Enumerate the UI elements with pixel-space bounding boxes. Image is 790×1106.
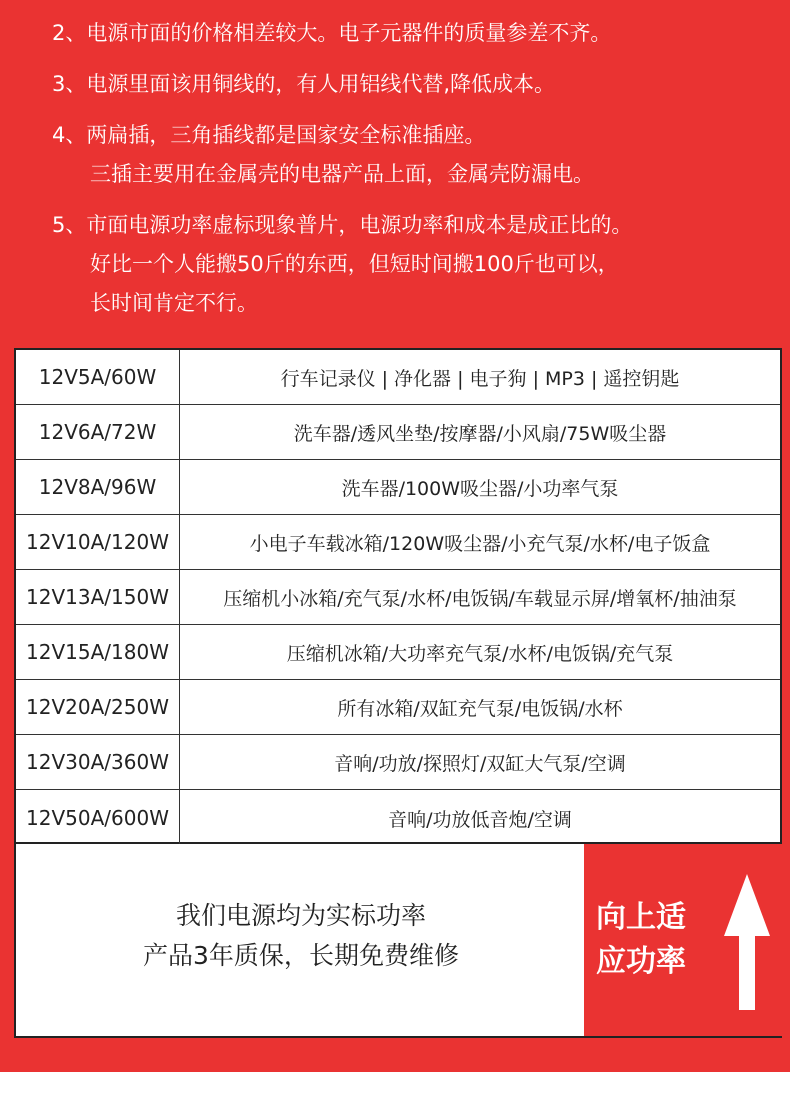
note-item	[52, 14, 772, 53]
spec-cell: 12V6A/72W	[16, 405, 180, 459]
spec-cell: 12V13A/150W	[16, 570, 180, 624]
note-item	[52, 206, 772, 323]
table-row	[16, 515, 780, 570]
uses-cell: 洗车器/100W吸尘器/小功率气泵	[341, 477, 619, 500]
uses-cell: 音响/功放低音炮/空调	[388, 808, 572, 831]
notes-section	[52, 14, 772, 335]
table-row	[16, 625, 780, 680]
table-row	[16, 680, 780, 735]
spec-cell: 12V8A/96W	[16, 460, 180, 514]
spec-cell: 12V15A/180W	[16, 625, 180, 679]
spec-cell: 12V10A/120W	[16, 515, 180, 569]
note-item	[52, 116, 772, 194]
table-row	[16, 350, 780, 405]
table-row	[16, 570, 780, 625]
note-line: 4、两扁插，三角插线都是国家安全标准插座。	[52, 123, 486, 147]
table-row	[16, 735, 780, 790]
upgrade-power-line-1: 向上适	[596, 900, 686, 935]
note-line: 长时间肯定不行。	[90, 291, 258, 315]
power-spec-table	[14, 348, 782, 844]
guarantee-line-1: 我们电源均为实标功率	[175, 901, 426, 930]
upgrade-power-box	[584, 844, 782, 1036]
table-row	[16, 405, 780, 460]
uses-cell: 所有冰箱/双缸充气泵/电饭锅/水杯	[337, 697, 623, 720]
spec-cell: 12V5A/60W	[16, 350, 180, 404]
note-line: 2、电源市面的价格相差较大。电子元器件的质量参差不齐。	[52, 21, 612, 45]
guarantee-line-2: 产品3年质保，长期免费维修	[143, 941, 459, 970]
arrow-up-icon	[724, 874, 770, 1010]
upgrade-power-label	[596, 896, 716, 984]
note-line: 三插主要用在金属壳的电器产品上面，金属壳防漏电。	[90, 162, 594, 186]
table-row	[16, 460, 780, 515]
spec-cell: 12V50A/600W	[16, 790, 180, 846]
note-item	[52, 65, 772, 104]
upgrade-power-line-2: 应功率	[596, 944, 686, 979]
table-row	[16, 790, 780, 846]
uses-cell: 音响/功放/探照灯/双缸大气泵/空调	[334, 752, 626, 775]
note-line: 好比一个人能搬50斤的东西，但短时间搬100斤也可以，	[90, 252, 619, 276]
uses-cell: 小电子车载冰箱/120W吸尘器/小充气泵/水杯/电子饭盒	[249, 532, 711, 555]
guarantee-text	[16, 896, 586, 976]
spec-cell: 12V30A/360W	[16, 735, 180, 789]
uses-cell: 行车记录仪 | 净化器 | 电子狗 | MP3 | 遥控钥匙	[280, 367, 680, 390]
bottom-banner	[14, 844, 782, 1038]
note-line: 3、电源里面该用铜线的，有人用铝线代替,降低成本。	[52, 72, 556, 96]
spec-cell: 12V20A/250W	[16, 680, 180, 734]
note-line: 5、市面电源功率虚标现象普片，电源功率和成本是成正比的。	[52, 213, 633, 237]
uses-cell: 压缩机小冰箱/充气泵/水杯/电饭锅/车载显示屏/增氧杯/抽油泵	[223, 587, 737, 610]
uses-cell: 洗车器/透风坐垫/按摩器/小风扇/75W吸尘器	[293, 422, 667, 445]
uses-cell: 压缩机冰箱/大功率充气泵/水杯/电饭锅/充气泵	[286, 642, 674, 665]
